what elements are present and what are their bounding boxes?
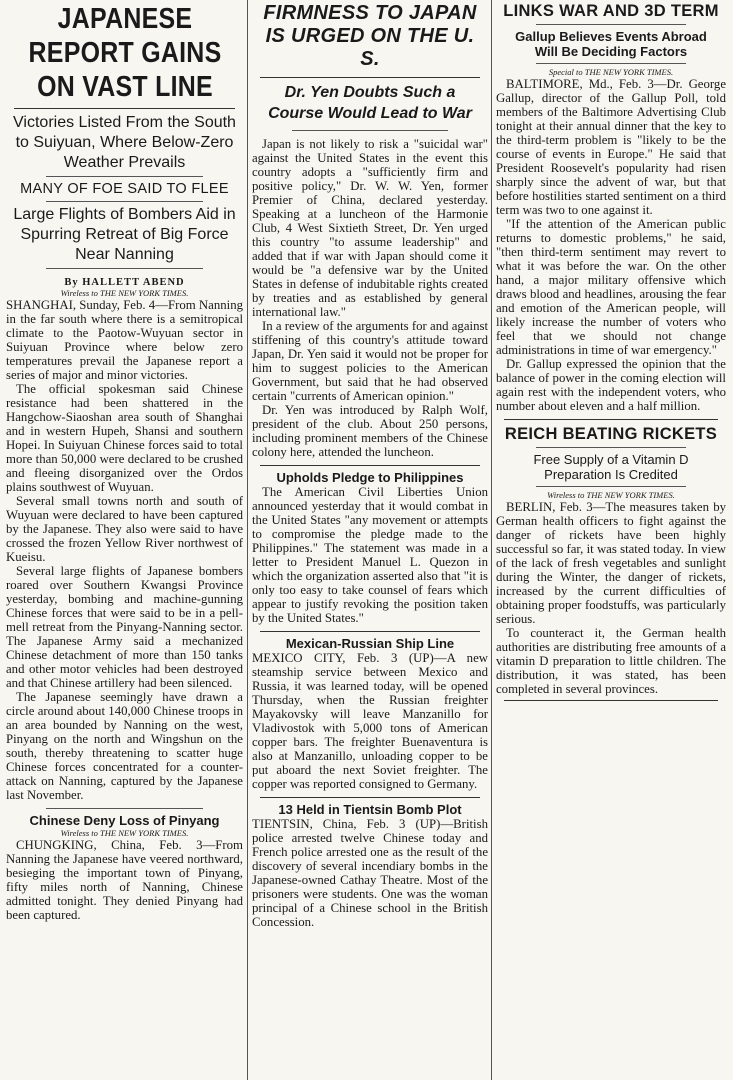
paragraph: "If the attention of the American public returns to domestic problems," he said, "then third-term sentiment may revert to what it was before the war. On the other hand, a major military offensive which draws blood and headlines, arousing the fear and emotion of the American people, will likely increase the number of voters who feel that we should not change administrations in time of war emergency." bbox=[496, 217, 726, 357]
deck-many-of-foe: MANY OF FOE SAID TO FLEE bbox=[20, 181, 229, 197]
divider bbox=[536, 24, 686, 25]
divider bbox=[260, 465, 480, 466]
wire-credit: Wireless to THE NEW YORK TIMES. bbox=[60, 828, 189, 838]
headline-mexican-russian: Mexican-Russian Ship Line bbox=[285, 636, 455, 651]
divider bbox=[536, 63, 686, 64]
byline: By HALLETT ABEND bbox=[64, 277, 185, 288]
column-links-war bbox=[496, 0, 726, 1080]
paragraph: The official spokesman said Chinese resistance had been shattered in the Hangchow-Siaoshan area south of Shanghai and in western Hupeh, Shansi and southern Hopei. In Suiyuan Chinese forces said to total more than 50,000 were declared to be crushed and fleeing disorganized over the Ordos plains southwest of Wuyuan. bbox=[6, 382, 243, 494]
headline-firmness-to-japan: FIRMNESS TO JAPAN IS URGED ON THE U. S. bbox=[263, 2, 477, 70]
divider bbox=[46, 176, 203, 177]
divider bbox=[504, 700, 718, 701]
deck-vitamin-d: Free Supply of a Vitamin D Preparation Is Credited bbox=[533, 452, 689, 482]
deck-victories: Victories Listed From the South to Suiyuan, Where Below-Zero Weather Prevails bbox=[13, 114, 236, 171]
divider bbox=[504, 419, 718, 420]
headline-tientsin: 13 Held in Tientsin Bomb Plot bbox=[278, 802, 462, 817]
paragraph: In a review of the arguments for and against stiffening of this country's attitude toward Japan, Dr. Yen said it would not be proper for him to suggest policies to the American Government, but said that he had observed certain "currents of American opinion." bbox=[252, 319, 488, 403]
divider bbox=[536, 486, 686, 487]
paragraph: The American Civil Liberties Union announced yesterday that it would combat in the United States "any movement or attempts to compromise the pledge made to the Philippines." The statement was made in a letter to President Manuel L. Quezon in which the organization asserted also that "it is only too easy to take counsel of fears which appear to justify revoking the position taken by the United States." bbox=[252, 485, 488, 625]
wire-credit: Wireless to THE NEW YORK TIMES. bbox=[547, 490, 675, 500]
divider bbox=[292, 130, 448, 131]
paragraph: To counteract it, the German health authorities are distributing free amounts of a vitamin D preparation to little children. The distribution, it was stated, has been completed in several provinces. bbox=[496, 626, 726, 696]
paragraph: BERLIN, Feb. 3—The measures taken by German health officers to fight against the danger of rickets have been highly successful so far, it was stated today. In view of the lack of fresh vegetables and sunlight during the Winter, the danger of rickets, increased by the current difficulties of obtaining proper foodstuffs, was particularly serious. bbox=[496, 500, 726, 626]
column-rule-2 bbox=[491, 0, 492, 1080]
paragraph: Several small towns north and south of Wuyuan were declared to have been captured by the Japanese. They also were said to have crossed the frozen Yellow River northwest of Kueisu. bbox=[6, 494, 243, 564]
article-body-mexican-russian bbox=[252, 651, 488, 791]
paragraph: MEXICO CITY, Feb. 3 (UP)—A new steamship service between Mexico and Russia, it was learned today, will be opened Thursday, when the Russian freighter Mayakovsky will leave Manzanillo for Vladivostok with 5,000 tons of American copper bars. The freighter Buenaventura is also at Manzanillo, unloading copper to be put aboard the next Soviet freighter. The copper was reported consigned to Germany. bbox=[252, 651, 488, 791]
column-japanese-report bbox=[6, 0, 243, 1080]
paragraph: Japan is not likely to risk a "suicidal war" against the United States in the event this country adopts a "sufficiently firm and positive policy," Dr. W. W. Yen, former Premier of China, declared yesterday. Speaking at a luncheon of the Harmonie Club, 4 West Sixtieth Street, Dr. Yen urged this country "to assume leadership" and added that if war with Japan should come it would be "a defensive war by the United States in defense of indubitable rights created by treaties and as established by general international law." bbox=[252, 137, 488, 319]
column-rule-1 bbox=[247, 0, 248, 1080]
headline-chinese-deny: Chinese Deny Loss of Pinyang bbox=[29, 813, 220, 828]
headline-reich-rickets: REICH BEATING RICKETS bbox=[504, 425, 718, 443]
paragraph: CHUNGKING, China, Feb. 3—From Nanning the Japanese have veered northward, besieging the important town of Pinyang, fifty miles north of Nanning, Chinese admitted tonight. They denied Pinyang had been captured. bbox=[6, 838, 243, 922]
deck-large-flights: Large Flights of Bombers Aid in Spurring Retreat of Big Force Near Nanning bbox=[13, 206, 236, 263]
wire-credit: Wireless to THE NEW YORK TIMES. bbox=[60, 288, 189, 298]
divider bbox=[46, 808, 203, 809]
article-body-chinese-deny bbox=[6, 838, 243, 922]
divider bbox=[260, 77, 480, 78]
column-firmness-to-japan bbox=[252, 0, 488, 1080]
divider bbox=[260, 631, 480, 632]
article-body-tientsin bbox=[252, 817, 488, 929]
divider bbox=[46, 268, 203, 269]
paragraph: Dr. Yen was introduced by Ralph Wolf, president of the club. About 250 persons, including prominent members of the Chinese colony here, attended the luncheon. bbox=[252, 403, 488, 459]
paragraph: SHANGHAI, Sunday, Feb. 4—From Nanning in the far south where there is a semitropical climate to the Paotow-Wuyuan sector in Suiyuan Province where below zero temperatures prevail the Japanese report a series of major and minor victories. bbox=[6, 298, 243, 382]
paragraph: Several large flights of Japanese bombers roared over Southern Kwangsi Province yesterday, bombing and machine-gunning Chinese forces that were said to be in a pell-mell retreat from the Pinyang-Nanning sector. The Japanese Army said a mechanized Chinese detachment of more than 150 tanks and other motor vehicles had been destroyed and that Chinese artillery had been silenced. bbox=[6, 564, 243, 690]
paragraph: TIENTSIN, China, Feb. 3 (UP)—British police arrested twelve Chinese today and French police arrested one as the result of the discovery of several incendiary bombs in the Japanese-owned Cathay Theatre. Most of the prisoners were students. One was the woman principal of a Chinese school in the British Concession. bbox=[252, 817, 488, 929]
divider bbox=[14, 108, 235, 109]
paragraph: The Japanese seemingly have drawn a circle around about 140,000 Chinese troops in an area bounded by Nanning on the west, Pinyang on the north and Wingshun on the south, thereby threatening to scatter huge Chinese forces concentrated for a counter-attack on Nanning, captured by the Japanese last November. bbox=[6, 690, 243, 802]
article-body-reich-rickets bbox=[496, 500, 726, 696]
headline-upholds-pledge: Upholds Pledge to Philippines bbox=[276, 470, 464, 485]
article-body-firmness bbox=[252, 137, 488, 459]
headline-links-war: LINKS WAR AND 3D TERM bbox=[503, 2, 719, 20]
deck-dr-yen: Dr. Yen Doubts Such a Course Would Lead to War bbox=[268, 84, 472, 122]
divider bbox=[260, 797, 480, 798]
wire-credit: Special to THE NEW YORK TIMES. bbox=[548, 67, 674, 77]
article-body-upholds-pledge bbox=[252, 485, 488, 625]
article-body-links-war bbox=[496, 77, 726, 413]
article-body-japanese-report bbox=[6, 298, 243, 802]
divider bbox=[536, 447, 686, 448]
divider bbox=[46, 201, 203, 202]
paragraph: BALTIMORE, Md., Feb. 3—Dr. George Gallup, director of the Gallup Poll, told members of the Baltimore Advertising Club tonight at their annual dinner that the key to the third-term problem is "likely to be the course of events in Europe." He said that President Roosevelt's popularity had risen sharply since the advent of war, but that before hostilities started sentiment on a third term was two to one against it. bbox=[496, 77, 726, 217]
deck-gallup: Gallup Believes Events Abroad Will Be Deciding Factors bbox=[515, 29, 707, 59]
paragraph: Dr. Gallup expressed the opinion that the balance of power in the coming election will again rest with the independent voters, who number about eleven and a half million. bbox=[496, 357, 726, 413]
headline-japanese-report: JAPANESE REPORT GAINS ON VAST LINE bbox=[28, 3, 222, 103]
